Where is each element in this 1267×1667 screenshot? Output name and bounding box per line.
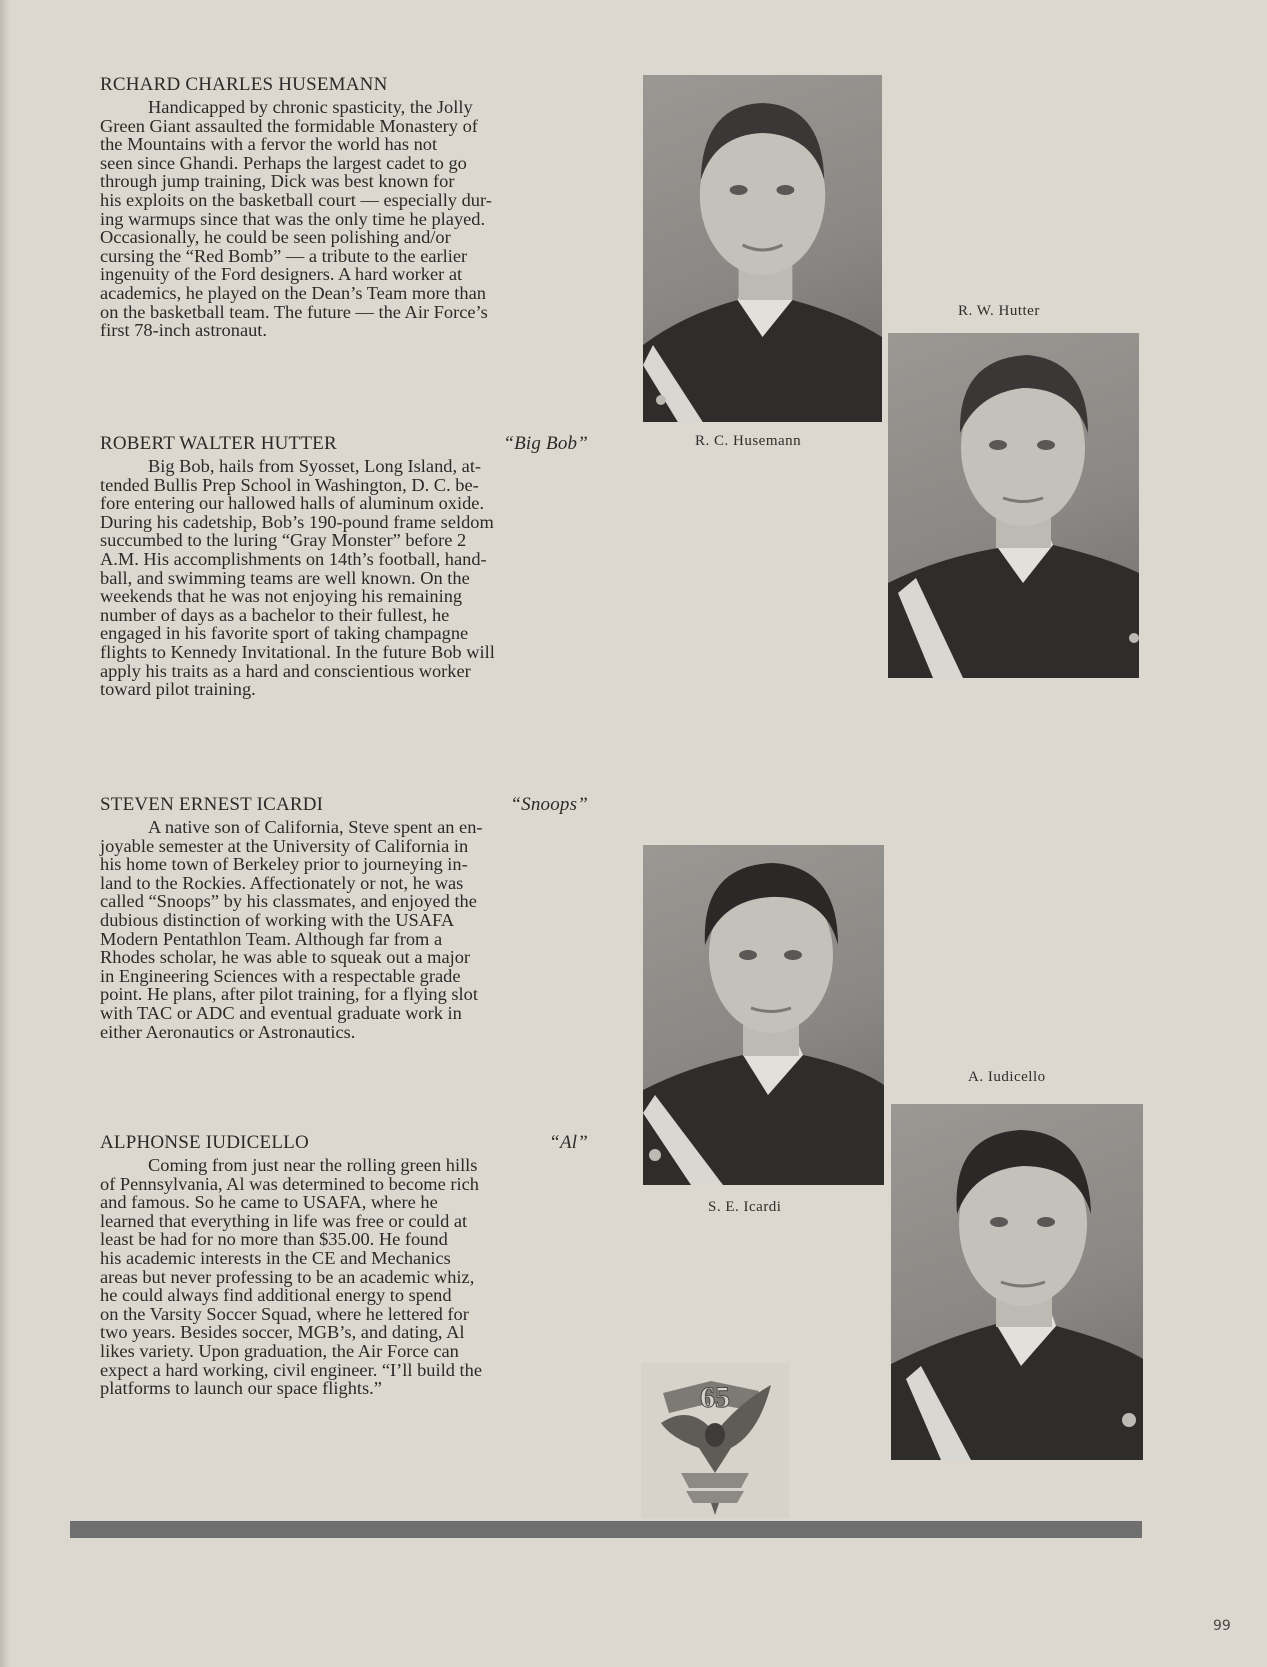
- entry-icardi: [100, 794, 592, 1041]
- entry-name: RCHARD CHARLES HUSEMANN: [100, 74, 388, 95]
- entry-body-line: the Mountains with a fervor the world has not: [100, 134, 438, 155]
- entry-body-line: two years. Besides soccer, MGB’s, and dating, Al: [100, 1322, 465, 1343]
- entry-body-line: dubious distinction of working with the USAFA: [100, 909, 455, 930]
- portrait-photo-icardi: [643, 845, 884, 1185]
- entry-body-line: his home town of Berkeley prior to journeying in-: [100, 854, 468, 875]
- page-edge: [0, 0, 10, 1667]
- entry-body-line: areas but never professing to be an academic whiz,: [100, 1266, 475, 1287]
- entry-body-line: platforms to launch our space flights.”: [100, 1378, 382, 1399]
- entry-hutter: [100, 433, 592, 699]
- footer-rule-bar: [70, 1521, 1142, 1538]
- entry-body-line: learned that everything in life was free or could at: [100, 1210, 468, 1231]
- crest-year: 65: [700, 1381, 730, 1414]
- entry-body-line: toward pilot training.: [100, 679, 256, 700]
- entry-body-line: first 78-inch astronaut.: [100, 320, 268, 341]
- entry-body-line: joyable semester at the University of California in: [100, 835, 469, 856]
- entry-header: [100, 74, 592, 96]
- portrait-illustration: [891, 1104, 1143, 1460]
- entry-body-line: fore entering our hallowed halls of aluminum oxide.: [100, 493, 485, 514]
- entry-header: [100, 433, 592, 455]
- entry-body-line: A.M. His accomplishments on 14th’s football, hand-: [100, 548, 487, 569]
- entry-body-line: his academic interests in the CE and Mechanics: [100, 1247, 451, 1268]
- portrait-illustration: [643, 845, 884, 1185]
- entry-nickname: “Snoops”: [510, 794, 588, 815]
- entry-body-line: Modern Pentathlon Team. Although far from a: [100, 928, 443, 949]
- crest-eagle-icon: [641, 1363, 789, 1518]
- entry-husemann: [100, 74, 592, 340]
- entry-body-line: flights to Kennedy Invitational. In the future Bob will: [100, 641, 495, 662]
- entry-nickname: “Big Bob”: [503, 433, 588, 454]
- entry-body-line: number of days as a bachelor to their fullest, he: [100, 604, 450, 625]
- entry-body-line: Occasionally, he could be seen polishing and/or: [100, 227, 451, 248]
- entry-body-line: A native son of California, Steve spent an en-: [148, 817, 483, 837]
- entry-body-line: Big Bob, hails from Syosset, Long Island, at-: [148, 456, 482, 476]
- entry-body-line: Coming from just near the rolling green hills: [148, 1155, 478, 1175]
- entry-body-line: he could always find additional energy to spend: [100, 1285, 452, 1306]
- entry-body-line: called “Snoops” by his classmates, and enjoyed the: [100, 891, 477, 912]
- entry-body: [100, 818, 592, 1041]
- caption-iudicello: A. Iudicello: [968, 1069, 1046, 1085]
- entry-body-line: apply his traits as a hard and conscientious worker: [100, 660, 471, 681]
- entry-body-line: of Pennsylvania, Al was determined to become rich: [100, 1173, 479, 1194]
- entry-nickname: “Al”: [549, 1132, 588, 1153]
- entry-body-line: weekends that he was not enjoying his remaining: [100, 586, 463, 607]
- entry-body-line: either Aeronautics or Astronautics.: [100, 1021, 356, 1042]
- class-crest-emblem: [641, 1363, 789, 1518]
- portrait-illustration: [888, 333, 1139, 678]
- entry-body-line: through jump training, Dick was best known for: [100, 171, 455, 192]
- entry-body-line: engaged in his favorite sport of taking champagne: [100, 623, 469, 644]
- entry-body-line: least be had for no more than $35.00. He found: [100, 1229, 448, 1250]
- entry-body-line: Green Giant assaulted the formidable Monastery of: [100, 115, 478, 136]
- entry-body: [100, 457, 592, 699]
- caption-icardi: S. E. Icardi: [708, 1199, 782, 1215]
- entry-body-line: ing warmups since that was the only time he played.: [100, 208, 486, 229]
- entry-name: ROBERT WALTER HUTTER: [100, 433, 337, 454]
- entry-iudicello: [100, 1132, 592, 1398]
- portrait-illustration: [643, 75, 882, 422]
- portrait-photo-hutter: [888, 333, 1139, 678]
- entry-body: [100, 1156, 592, 1398]
- portrait-photo-iudicello: [891, 1104, 1143, 1460]
- entry-body-line: on the Varsity Soccer Squad, where he lettered for: [100, 1303, 469, 1324]
- caption-husemann: R. C. Husemann: [695, 433, 802, 449]
- entry-body-line: with TAC or ADC and eventual graduate work in: [100, 1002, 462, 1023]
- entry-body-line: likes variety. Upon graduation, the Air Force can: [100, 1340, 459, 1361]
- entry-header: [100, 1132, 592, 1154]
- entry-body-line: expect a hard working, civil engineer. “I’ll build the: [100, 1359, 482, 1380]
- entry-body-line: During his cadetship, Bob’s 190-pound frame seldom: [100, 511, 494, 532]
- portrait-photo-husemann: [643, 75, 882, 422]
- entry-body-line: on the basketball team. The future — the Air Force’s: [100, 301, 488, 322]
- entry-body-line: Rhodes scholar, he was able to squeak out a major: [100, 947, 471, 968]
- entry-body-line: ball, and swimming teams are well known. On the: [100, 567, 470, 588]
- entry-body-line: in Engineering Sciences with a respectable grade: [100, 965, 461, 986]
- caption-hutter: R. W. Hutter: [958, 303, 1040, 319]
- entry-body-line: academics, he played on the Dean’s Team more than: [100, 282, 486, 303]
- entry-body-line: succumbed to the luring “Gray Monster” before 2: [100, 530, 467, 551]
- entry-body-line: seen since Ghandi. Perhaps the largest cadet to go: [100, 152, 467, 173]
- entry-body-line: point. He plans, after pilot training, for a flying slot: [100, 984, 478, 1005]
- entry-name: ALPHONSE IUDICELLO: [100, 1132, 309, 1153]
- entry-body-line: cursing the “Red Bomb” — a tribute to the earlier: [100, 245, 468, 266]
- page-number: 99: [1213, 1618, 1231, 1634]
- entry-body-line: tended Bullis Prep School in Washington, D. C. be-: [100, 474, 479, 495]
- entry-body-line: ingenuity of the Ford designers. A hard worker at: [100, 264, 463, 285]
- entry-body-line: and famous. So he came to USAFA, where he: [100, 1192, 438, 1213]
- entry-body-line: land to the Rockies. Affectionately or not, he was: [100, 872, 464, 893]
- entry-body: [100, 98, 592, 340]
- entry-body-line: Handicapped by chronic spasticity, the Jolly: [148, 97, 473, 117]
- entry-header: [100, 794, 592, 816]
- entry-name: STEVEN ERNEST ICARDI: [100, 794, 324, 815]
- entry-body-line: his exploits on the basketball court — especially dur-: [100, 189, 492, 210]
